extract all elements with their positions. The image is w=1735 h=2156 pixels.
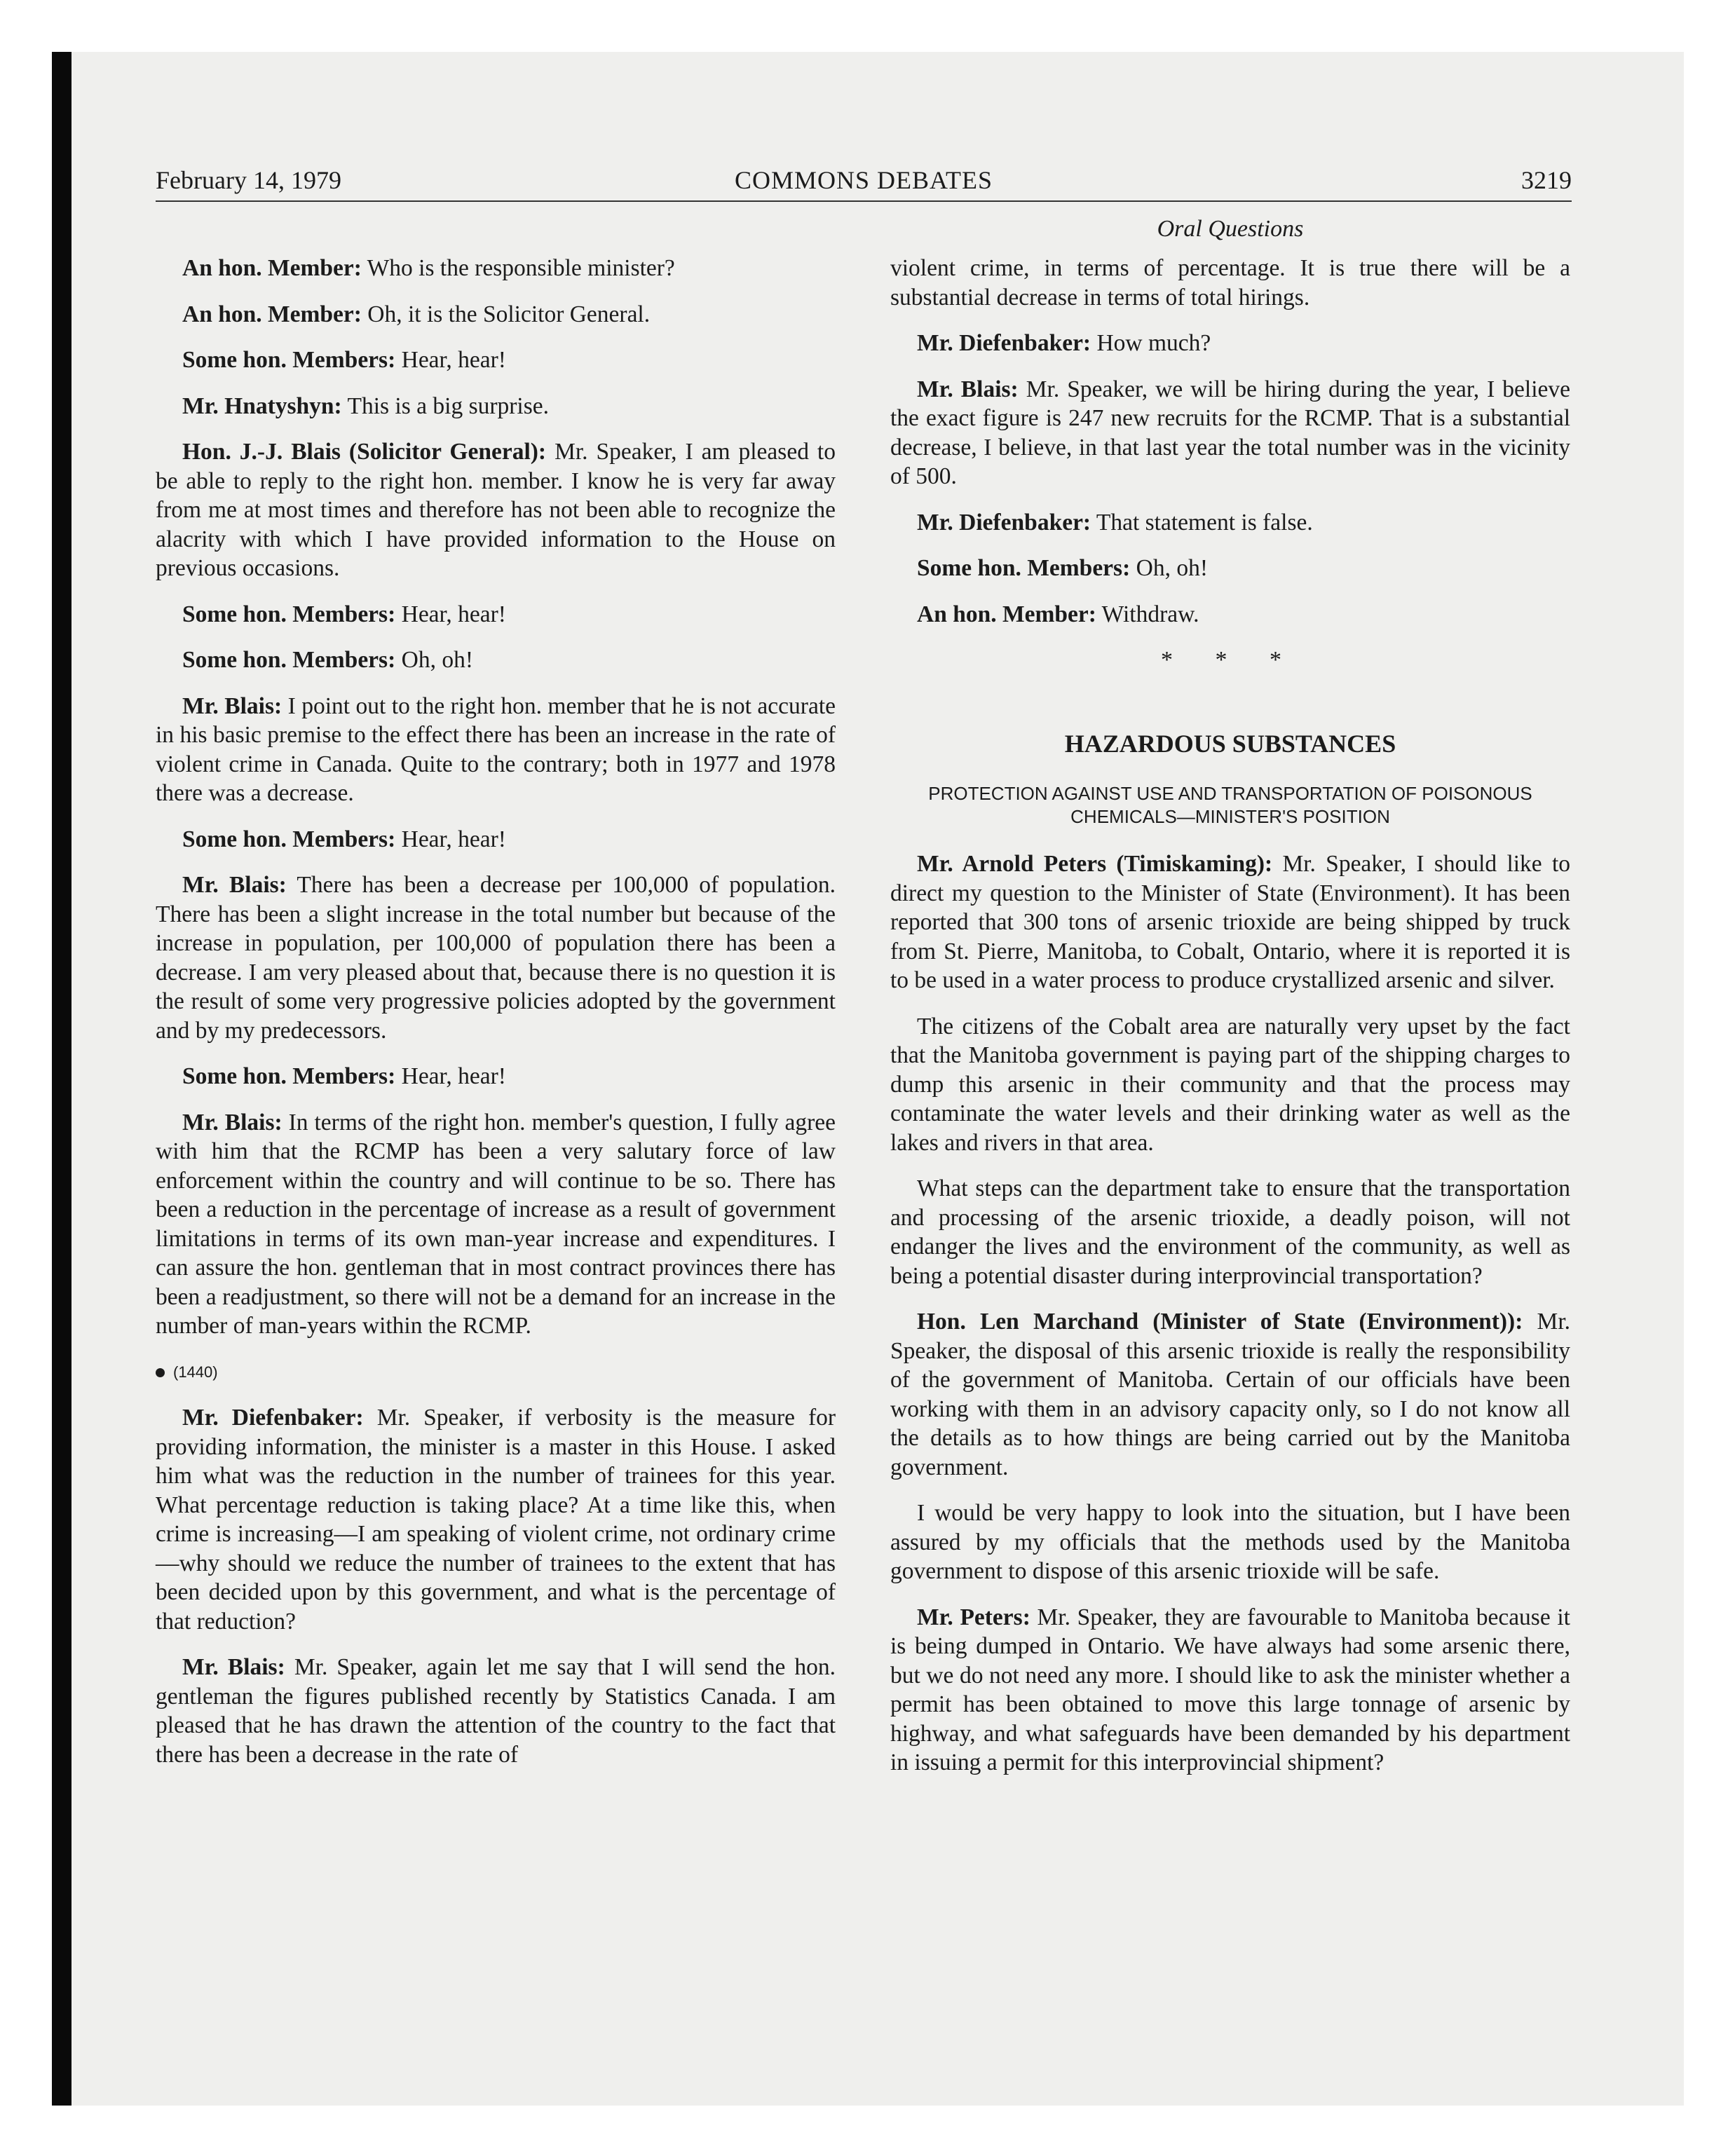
debate-paragraph	[890, 254, 1570, 312]
debate-paragraph	[890, 1307, 1570, 1482]
speaker-name: Some hon. Members:	[182, 1063, 396, 1089]
speaker-name: Some hon. Members:	[917, 555, 1131, 581]
speech-text: How much?	[1096, 330, 1211, 356]
speech-text: Mr. Speaker, if verbosity is the measure for providing information, the minister is a master in this House. I asked him what was the reduction in the number of trainees for this year. What percentage reduction is taking place? At a time like this, when crime is increasing—I am speaking of violent crime, not ordinary crime—why should we reduce the number of trainees to the extent that has been decided upon by this government, and what is the percentage of that reduction?	[156, 1405, 836, 1635]
speaker-name: Mr. Peters:	[917, 1604, 1030, 1630]
speech-text: Hear, hear!	[401, 826, 506, 852]
speaker-name: Mr. Arnold Peters (Timiskaming):	[917, 851, 1273, 877]
speaker-name: Some hon. Members:	[182, 347, 396, 373]
speaker-name: Mr. Blais:	[182, 1109, 283, 1135]
debate-paragraph	[890, 1012, 1570, 1158]
debate-paragraph	[890, 375, 1570, 491]
debate-paragraph	[156, 692, 836, 808]
speech-text: In terms of the right hon. member's question, I fully agree with him that the RCMP has been a very salutary force of law enforcement within the country and will continue to be so. There has been a reduction in the percentage of increase as a result of government limitations in terms of its own man-year increase and expenditures. I can assure the hon. gentleman that in most contract provinces there has been a readjustment, so there will not be a demand for an increase in the number of man-years within the RCMP.	[156, 1109, 836, 1339]
speech-text: I would be very happy to look into the situation, but I have been assured by my officials that the methods used by the Manitoba government to dispose of this arsenic trioxide will be safe.	[890, 1500, 1570, 1584]
debate-paragraph	[156, 1108, 836, 1341]
debate-paragraph	[156, 392, 836, 421]
speaker-name: Some hon. Members:	[182, 601, 396, 627]
speech-text: violent crime, in terms of percentage. It is true there will be a substantial decrease in terms of total hirings.	[890, 255, 1570, 311]
speech-text: Mr. Speaker, I should like to direct my question to the Minister of State (Environment). It has been reported that 300 tons of arsenic trioxide are being shipped by truck from St. Pierre, Manitoba, to Cobalt, Ontario, where it is reported it is to be used in a water process to produce crystallized arsenic and silver.	[890, 851, 1571, 993]
speaker-name: Mr. Blais:	[182, 692, 283, 719]
speech-text: This is a big surprise.	[347, 393, 550, 419]
debate-paragraph	[156, 646, 836, 675]
debate-paragraph	[890, 600, 1570, 629]
speech-text: Hear, hear!	[401, 1063, 506, 1089]
debate-paragraph	[890, 508, 1570, 538]
debate-paragraph	[156, 346, 836, 375]
speech-text: Mr. Speaker, they are favourable to Manitoba because it is being dumped in Ontario. We have always had some arsenic there, but we do not need any more. I should like to ask the minister whether a permit has been obtained to move this large tonnage of arsenic by highway, and what safeguards have been demanded by his department in issuing a permit for this interprovincial shipment?	[890, 1604, 1570, 1775]
speech-text: The citizens of the Cobalt area are naturally very upset by the fact that the Manitoba government is paying part of the shipping charges to dump this arsenic in their community and that the process may contaminate the water levels and their drinking water as well as the lakes and rivers in that area.	[890, 1013, 1570, 1156]
speaker-name: Hon. J.-J. Blais (Solicitor General):	[182, 439, 547, 465]
topic-subheading: PROTECTION AGAINST USE AND TRANSPORTATION OF POISONOUS CHEMICALS—MINISTER'S POSITION	[928, 783, 1532, 827]
speaker-name: Hon. Len Marchand (Minister of State (Environment)):	[917, 1309, 1523, 1335]
debate-paragraph	[156, 300, 836, 329]
debate-paragraph	[890, 1499, 1570, 1586]
speech-text: What steps can the department take to ensure that the transportation and processing of the arsenic trioxide, a deadly poison, will not endanger the lives and the environment of the community, as well as being a potential disaster during interprovincial transportation?	[890, 1175, 1570, 1289]
speech-text: That statement is false.	[1096, 509, 1313, 535]
right-column	[890, 254, 1570, 1794]
topic-heading: HAZARDOUS SUBSTANCES	[1064, 729, 1396, 758]
speaker-name: Some hon. Members:	[182, 826, 396, 852]
debate-paragraph	[156, 1653, 836, 1769]
debate-paragraph	[156, 254, 836, 283]
debate-paragraph	[156, 437, 836, 583]
header-date: February 14, 1979	[156, 166, 341, 194]
speech-text: Mr. Speaker, we will be hiring during the year, I believe the exact figure is 247 new recruits for the RCMP. That is a substantial decrease, I believe, in that last year the total number was in the vicinity of 500.	[890, 376, 1570, 489]
speaker-name: Mr. Diefenbaker:	[917, 509, 1091, 535]
speaker-name: An hon. Member:	[182, 301, 362, 327]
debate-paragraph	[156, 1403, 836, 1636]
debate-paragraph	[890, 554, 1570, 583]
speech-text: Hear, hear!	[401, 347, 506, 373]
speech-text: Hear, hear!	[401, 601, 506, 627]
debate-paragraph	[890, 1174, 1570, 1290]
speaker-name: Mr. Blais:	[182, 1654, 285, 1680]
speech-text: Mr. Speaker, the disposal of this arsenic trioxide is really the responsibility of the government of Manitoba. Certain of our officials have been working with them in an advisory capacity only, so I do not know all the details as to how things are being carried out by the Manitoba government.	[890, 1309, 1571, 1480]
debate-paragraph	[156, 600, 836, 629]
debate-paragraph	[890, 1603, 1570, 1778]
section-title: Oral Questions	[1157, 216, 1304, 242]
speech-text: Oh, oh!	[1136, 555, 1208, 581]
header-journal-title: COMMONS DEBATES	[734, 166, 993, 194]
debate-paragraph	[156, 871, 836, 1045]
debate-paragraph	[156, 825, 836, 854]
debate-paragraph	[890, 850, 1570, 995]
speech-text: Mr. Speaker, again let me say that I will send the hon. gentleman the figures published recently by Statistics Canada. I am pleased that he has drawn the attention of the country to the fact that there has been a decrease in the rate of	[156, 1654, 836, 1768]
page-header	[156, 161, 1572, 202]
bullet-icon	[156, 1368, 165, 1377]
speech-text: I point out to the right hon. member that he is not accurate in his basic premise to the effect there has been an increase in the rate of violent crime in Canada. Quite to the contrary; both in 1977 and 1978 there was a decrease.	[156, 692, 836, 806]
time-marker-text: (1440)	[173, 1363, 218, 1381]
speaker-name: Mr. Diefenbaker:	[917, 330, 1091, 356]
speaker-name: An hon. Member:	[182, 255, 362, 281]
speaker-name: Some hon. Members:	[182, 647, 396, 673]
speech-text: Mr. Speaker, I am pleased to be able to reply to the right hon. member. I know he is very far away from me at most times and therefore has not been able to recognize the alacrity with which I have provided information to the House on previous occasions.	[156, 439, 836, 581]
speech-text: Withdraw.	[1101, 601, 1199, 627]
speaker-name: Mr. Hnatyshyn:	[182, 393, 342, 419]
speech-text: There has been a decrease per 100,000 of population. There has been a slight increase in the total number but because of the increase in population, per 100,000 of population there has been a decrease. I am very pleased about that, because there is no question it is the result of some very progressive policies adopted by the government and by my predecessors.	[156, 872, 836, 1044]
speech-text: Oh, it is the Solicitor General.	[367, 301, 651, 327]
speaker-name: Mr. Diefenbaker:	[182, 1405, 364, 1431]
speech-text: Who is the responsible minister?	[367, 255, 675, 281]
header-page-number: 3219	[1521, 166, 1572, 194]
speaker-name: Mr. Blais:	[917, 376, 1019, 402]
section-separator: * * *	[1161, 647, 1300, 673]
speech-text: Oh, oh!	[401, 647, 473, 673]
speaker-name: An hon. Member:	[917, 601, 1096, 627]
speaker-name: Mr. Blais:	[182, 872, 287, 898]
debate-paragraph	[890, 329, 1570, 358]
time-marker	[156, 1358, 836, 1387]
debate-paragraph	[156, 1062, 836, 1091]
scan-border	[52, 52, 72, 2106]
left-column	[156, 254, 836, 1786]
